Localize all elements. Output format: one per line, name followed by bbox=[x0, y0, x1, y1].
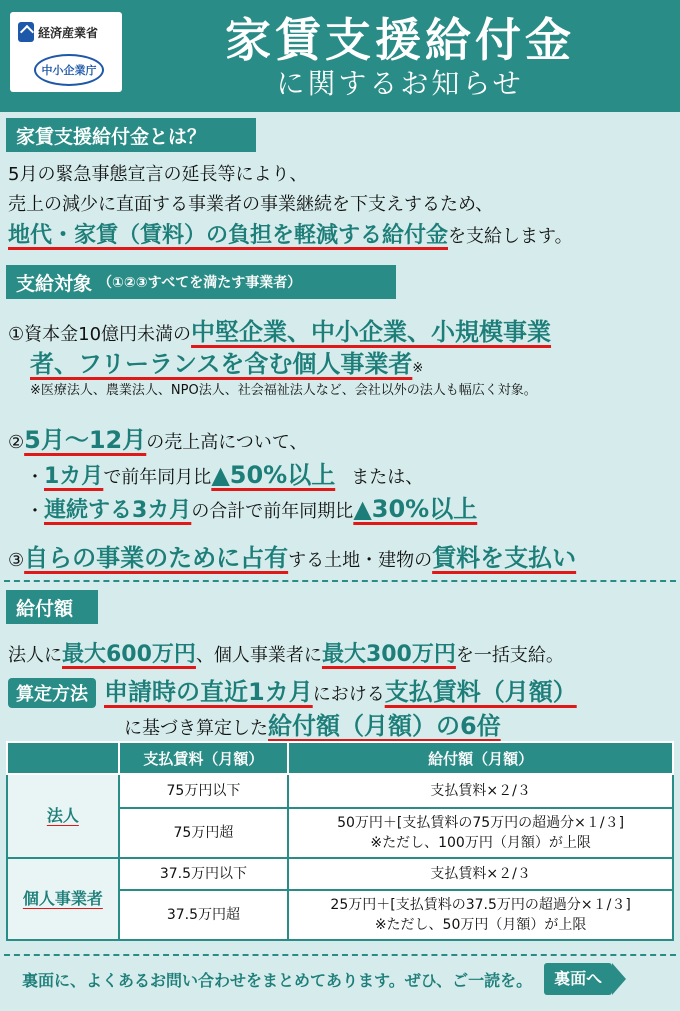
item2a-highlight-2: ▲50%以上 bbox=[211, 461, 336, 489]
what-line-2: 売上の減少に直面する事業者の事業継続を下支えするため、 bbox=[8, 194, 494, 215]
section-what-title: 家賃支援給付金とは？ bbox=[16, 125, 207, 148]
page-title: 家賃支援給付金 bbox=[225, 13, 575, 67]
section-divider bbox=[4, 580, 676, 582]
meti-logo-icon bbox=[18, 22, 34, 42]
amount-line1-c: を一括支給。 bbox=[455, 645, 564, 666]
back-page-button[interactable]: 裏面へ bbox=[544, 963, 612, 995]
benefit-formula: 25万円＋[支払賃料の37.5万円の超過分×１/３] bbox=[330, 897, 631, 913]
footer bbox=[0, 957, 680, 1001]
method-highlight-2: 支払賃料（月額） bbox=[384, 678, 577, 706]
benefit-cap-note: ※ただし、50万円（月額）が上限 bbox=[374, 917, 587, 933]
table-category-corporation: 法人 bbox=[7, 774, 119, 858]
ministry-name: 経済産業省 bbox=[38, 26, 99, 40]
table-cell-rent: 37.5万円超 bbox=[119, 890, 289, 940]
item2b-bullet: ・ bbox=[26, 501, 44, 522]
eligibility-item-1-cont bbox=[30, 344, 423, 379]
item2a-mid: で前年同月比 bbox=[103, 467, 212, 488]
eligibility-item-3 bbox=[8, 538, 576, 573]
eligibility-item-2a bbox=[26, 455, 423, 490]
section-eligibility-note: （①②③すべてを満たす事業者） bbox=[98, 275, 302, 291]
method-mid: における bbox=[312, 684, 385, 705]
sme-agency-logo: 中小企業庁 bbox=[34, 54, 104, 86]
method-highlight-1: 申請時の直近1カ月 bbox=[104, 678, 313, 706]
item3-highlight-1: 自らの事業のために占有 bbox=[24, 544, 289, 572]
table-cell-benefit: 支払賃料×２/３ bbox=[288, 858, 673, 890]
section-eligibility-heading bbox=[6, 265, 396, 299]
method2-a: に基づき算定した bbox=[124, 718, 268, 739]
logo-box bbox=[10, 12, 122, 92]
item2b-highlight-1: 連続する3カ月 bbox=[44, 498, 192, 523]
table-header-blank bbox=[7, 742, 119, 774]
section-eligibility-title: 支給対象 bbox=[16, 272, 93, 295]
amount-line-1 bbox=[8, 637, 564, 668]
footer-text: 裏面に、よくあるお問い合わせをまとめてあります。ぜひ、ご一読を。 bbox=[22, 970, 533, 990]
table-header-rent: 支払賃料（月額） bbox=[119, 742, 289, 774]
table-cell-benefit: 支払賃料×２/３ bbox=[288, 774, 673, 808]
item2-highlight: 5月～12月 bbox=[24, 426, 147, 454]
amount-max-corp: 最大600万円 bbox=[62, 642, 196, 667]
benefit-cap-note: ※ただし、100万円（月額）が上限 bbox=[370, 835, 591, 851]
table-cell-benefit bbox=[288, 808, 673, 858]
benefit-table bbox=[6, 741, 674, 941]
item3-prefix: ③ bbox=[8, 550, 25, 571]
table-header-benefit: 給付額（月額） bbox=[288, 742, 673, 774]
table-row bbox=[7, 774, 673, 808]
amount-max-individual: 最大300万円 bbox=[321, 642, 456, 667]
item2-rest: の売上高について、 bbox=[146, 432, 308, 453]
table-header-row bbox=[7, 742, 673, 774]
item1-mark: ※ bbox=[412, 361, 424, 376]
page-subtitle: に関するお知らせ bbox=[276, 67, 524, 100]
section-amount-heading bbox=[6, 590, 98, 624]
section-amount-title: 給付額 bbox=[16, 597, 74, 620]
method-badge: 算定方法 bbox=[8, 678, 96, 708]
item2b-highlight-2: ▲30%以上 bbox=[353, 495, 478, 523]
amount-line1-a: 法人に bbox=[8, 645, 62, 666]
item3-mid: する土地・建物の bbox=[288, 550, 433, 571]
header-banner bbox=[0, 0, 680, 112]
method-line-2 bbox=[124, 706, 501, 741]
item1-highlight-b: 者、フリーランスを含む個人事業者 bbox=[30, 350, 413, 378]
table-cell-rent: 75万円以下 bbox=[119, 774, 289, 808]
item2a-highlight-1: 1カ月 bbox=[44, 464, 104, 489]
eligibility-item-2 bbox=[8, 420, 308, 455]
table-category-individual: 個人事業者 bbox=[7, 858, 119, 940]
footer-divider bbox=[4, 954, 676, 956]
table-cell-rent: 37.5万円以下 bbox=[119, 858, 289, 890]
eligibility-item-2b bbox=[26, 489, 477, 524]
what-line-3 bbox=[8, 218, 573, 249]
eligibility-item-1 bbox=[8, 312, 551, 347]
item2a-rest: または、 bbox=[351, 467, 424, 488]
item1-prefix: ①資本金10億円未満の bbox=[8, 324, 192, 345]
what-line-3-rest: を支給します。 bbox=[448, 226, 573, 247]
table-cell-benefit bbox=[288, 890, 673, 940]
item1-note: ※医療法人、農業法人、NPO法人、社会福祉法人など、会社以外の法人も幅広く対象。 bbox=[30, 383, 537, 398]
method2-highlight: 給付額（月額）の6倍 bbox=[268, 712, 501, 740]
method-line-1 bbox=[8, 672, 577, 708]
item2-prefix: ② bbox=[8, 432, 25, 453]
amount-line1-b: 、個人事業者に bbox=[195, 645, 322, 666]
item2a-bullet: ・ bbox=[26, 467, 44, 488]
item2b-mid: の合計で前年同期比 bbox=[191, 501, 354, 522]
section-what-heading bbox=[6, 118, 256, 152]
item3-highlight-2: 賃料を支払い bbox=[432, 544, 577, 572]
what-line-1: 5月の緊急事態宣言の延長等により、 bbox=[8, 164, 308, 185]
what-highlight: 地代・家賃（賃料）の負担を軽減する給付金 bbox=[8, 223, 449, 248]
benefit-formula: 50万円＋[支払賃料の75万円の超過分×１/３] bbox=[337, 815, 625, 831]
item1-highlight-a: 中堅企業、中小企業、小規模事業 bbox=[191, 318, 552, 346]
table-cell-rent: 75万円超 bbox=[119, 808, 289, 858]
table-row bbox=[7, 858, 673, 890]
